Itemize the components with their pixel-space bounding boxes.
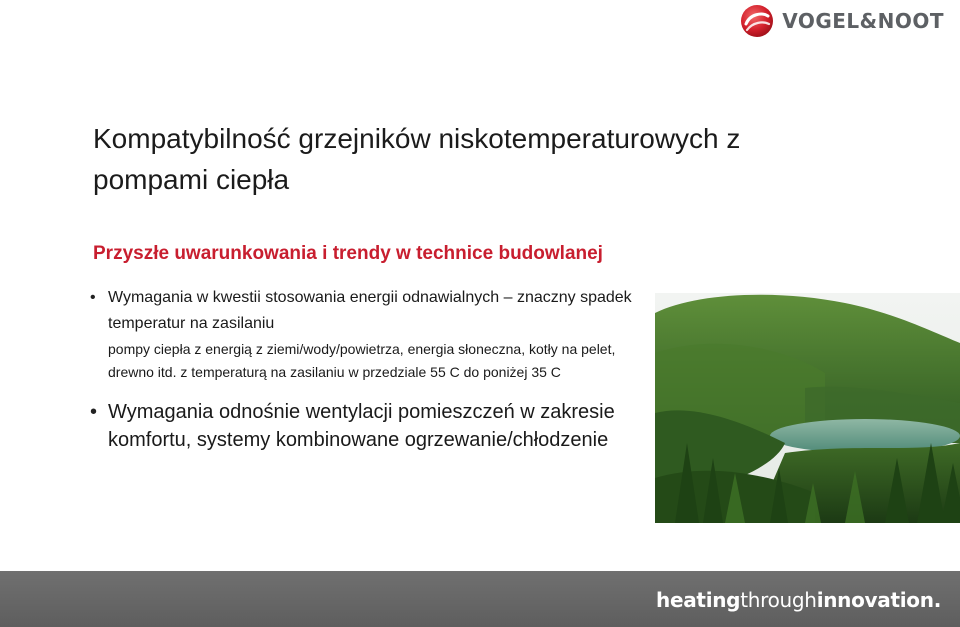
forest-lake-photo <box>655 293 960 523</box>
logo-wordmark: VOGEL&NOOT <box>782 9 944 33</box>
bullet-detail-text: pompy ciepła z energią z ziemi/wody/powietrza, energia słoneczna, kotły na pelet, drewno itd. z temperaturą na zasilaniu w przedziale 55 C do poniżej 35 C <box>108 341 616 380</box>
bullet-main-text: • Wymagania odnośnie wentylacji pomieszczeń w zakresie komfortu, systemy kombinowane ogrzewanie/chłodzenie <box>108 401 615 451</box>
vogel-noot-logo-icon <box>740 4 774 38</box>
tagline-word: innovation. <box>816 588 941 612</box>
tagline-word: through <box>740 588 817 612</box>
bullet-item <box>86 398 656 454</box>
bullet-main-text: • Wymagania w kwestii stosowania energii odnawialnych – znaczny spadek temperatur na zasilaniu <box>108 289 632 332</box>
slide-title: Kompatybilność grzejników niskotemperaturowych z pompami ciepła <box>93 123 741 195</box>
tagline-word: heating <box>656 588 741 612</box>
footer-bar <box>0 571 960 627</box>
bullet-list <box>86 285 656 454</box>
brand-logo <box>740 4 944 38</box>
bullet-item <box>86 285 656 384</box>
slide-subtitle: Przyszłe uwarunkowania i trendy w technice budowlanej <box>93 243 603 264</box>
footer-tagline <box>656 588 941 612</box>
